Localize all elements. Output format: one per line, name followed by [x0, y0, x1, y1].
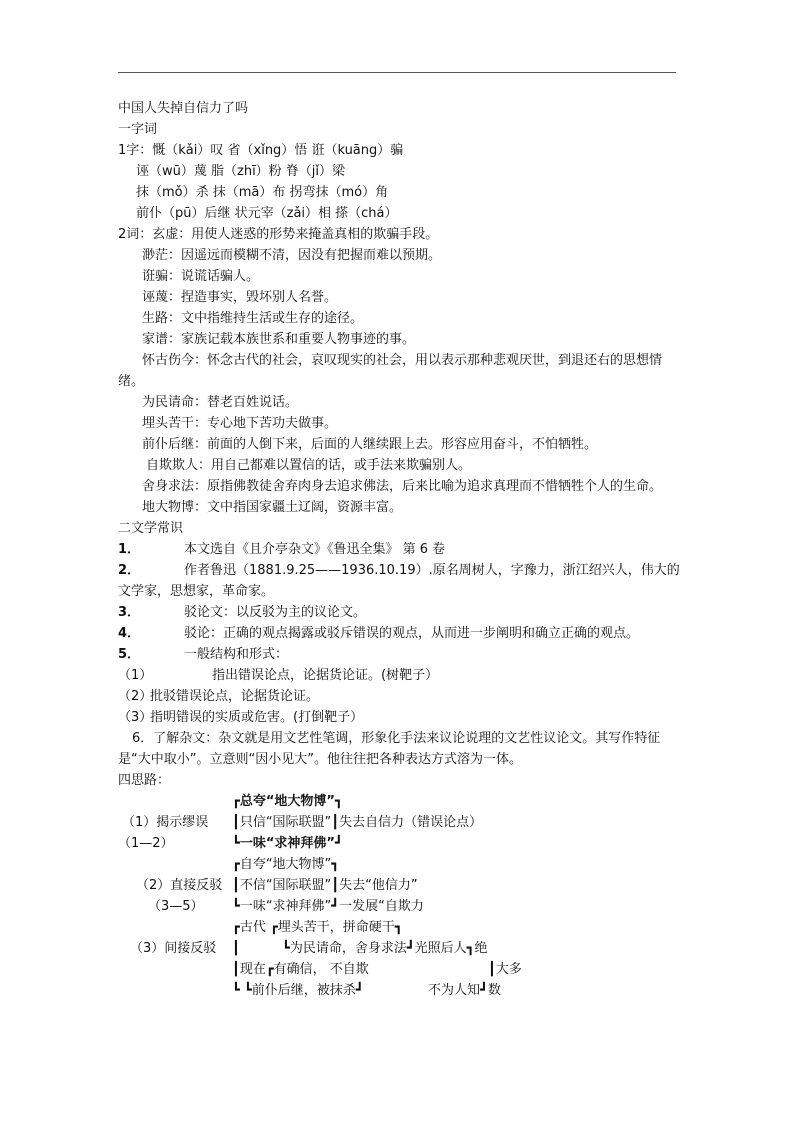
- structure-item: [118, 707, 684, 728]
- outline-3-label: （3）间接反驳: [130, 941, 217, 956]
- zi-line: 诬（wū）蔑 脂（zhī）粉 脊（jǐ）梁: [136, 164, 346, 179]
- ci-line: 前仆后继：前面的人倒下来，后面的人继续跟上去。形容应用奋斗，不怕牺牲。: [142, 437, 598, 452]
- lit-item-number: 5．: [118, 647, 141, 662]
- ci-line: 怀古伤今：怀念古代的社会，哀叹现实的社会，用以表示那种悲观厌世，到退还右的思想情绪。: [118, 353, 663, 389]
- outline-3-line-1: ┏古代 ┏埋头苦干，拼命硬干┓: [232, 920, 403, 935]
- outline-2-line-3: ┗一味“求神拜佛”┛一发展“自欺力: [232, 899, 424, 914]
- lit-item: [118, 644, 684, 665]
- section-heading-words: 一字词: [118, 122, 158, 137]
- outline-1-line-3: ┗一味“求神拜佛”┛: [232, 836, 343, 851]
- lit-item-number: 3．: [118, 605, 141, 620]
- lit-item-text: 作者鲁迅（1881.9.25——1936.10.19）.原名周树人，字豫力，浙江绍兴人，伟大的文学家，思想家，革命家。: [118, 563, 680, 599]
- ci-line: 地大物博：文中指国家疆土辽阔，资源丰富。: [142, 500, 403, 515]
- document-body: [118, 98, 684, 1001]
- ci-line: 诳骗：说谎话骗人。: [142, 269, 260, 284]
- header-rule: [118, 72, 676, 73]
- zi-line: 前仆（pū）后继 状元宰（zǎi）相 搽（chá）: [136, 206, 398, 221]
- structure-item-text: 批驳错误论点，论据货论证。: [150, 689, 320, 704]
- ci-line: 家谱：家族记载本族世系和重要人物事迹的事。: [142, 332, 416, 347]
- structure-item-text: 指出错误论点，论据货论证。(树靶子）: [212, 668, 439, 683]
- outline-2-range: （3—5）: [148, 899, 204, 914]
- zi-line: 1字：慨（kǎi）叹 省（xǐng）悟 诳（kuāng）骗: [118, 143, 404, 158]
- outline-diagram: [118, 791, 684, 1001]
- lit-item: [118, 560, 684, 602]
- outline-3-line-4: ┗ ┗前仆后继，被抹杀┛: [232, 983, 364, 998]
- structure-item-number: （1）: [118, 668, 153, 683]
- outline-3-line-3-right: ┃大多: [488, 962, 522, 977]
- outline-3-line-4-right: 不为人知┛数: [428, 983, 501, 998]
- ci-line: 为民请命：替老百姓说话。: [142, 395, 299, 410]
- ci-line: 2词：玄虚：用使人迷惑的形势来掩盖真相的欺骗手段。: [118, 227, 439, 242]
- outline-1-line-1: ┏总夸“地大物博”┓: [232, 794, 343, 809]
- lit-item-text: 驳论文：以反驳为主的议论文。: [184, 605, 367, 620]
- ci-line: 舍身求法：原指佛教徒舍弃肉身去追求佛法，后来比喻为追求真理而不惜牺牲个人的生命。: [142, 479, 663, 494]
- outline-2-line-2: ┃不信“国际联盟”┃失去“他信力”: [232, 878, 418, 893]
- zi-line: 抹（mǒ）杀 抹（mā）布 拐弯抹（mó）角: [136, 185, 389, 200]
- lit-item-text: 本文选自《且介亭杂文》《鲁迅全集》 第 6 卷: [184, 542, 446, 557]
- lit-item: [118, 623, 684, 644]
- outline-2-line-1: ┏自夸“地大物博”┓: [232, 857, 340, 872]
- outline-3-line-2-bar: ┃: [232, 941, 240, 956]
- outline-3-line-2: ┗为民请命，舍身求法┛光照后人┓绝: [282, 941, 488, 956]
- structure-item: [118, 686, 684, 707]
- lit-item-6: 6．了解杂文：杂文就是用文艺性笔调，形象化手法来议论说理的文艺性议论文。其写作特征是“大中取小”。立意则“因小见大”。他往往把各种表达方式溶为一体。: [118, 731, 661, 767]
- structure-item-number: （2）: [118, 689, 153, 704]
- section-heading-literature: 二文学常识: [118, 521, 184, 536]
- outline-1-label: （1）揭示缪误: [122, 815, 209, 830]
- lit-item-number: 1．: [118, 542, 141, 557]
- outline-3-line-3: ┃现在┏有确信， 不自欺: [232, 962, 369, 977]
- ci-line: 埋头苦干：专心地下苦功夫做事。: [142, 416, 338, 431]
- lit-item-number: 4．: [118, 626, 141, 641]
- structure-item-number: （3）: [118, 710, 153, 725]
- ci-line: 渺茫：因遥远而模糊不清，因没有把握而难以预期。: [142, 248, 442, 263]
- lit-item-number: 2．: [118, 563, 141, 578]
- ci-line: 诬蔑：捏造事实，毁坏别人名誉。: [142, 290, 338, 305]
- lit-item-text: 驳论：正确的观点揭露或驳斥错误的观点，从而进一步阐明和确立正确的观点。: [184, 626, 640, 641]
- section-heading-outline: 四思路：: [118, 773, 171, 788]
- outline-1-range: （1—2）: [118, 836, 174, 851]
- doc-title: 中国人失掉自信力了吗: [118, 101, 249, 116]
- lit-item-text: 一般结构和形式：: [184, 647, 289, 662]
- ci-line: 生路：文中指维持生活或生存的途径。: [142, 311, 364, 326]
- lit-item: [118, 539, 684, 560]
- lit-item: [118, 602, 684, 623]
- structure-item-text: 指明错误的实质或危害。(打倒靶子）: [150, 710, 364, 725]
- structure-item: [118, 665, 684, 686]
- ci-line: 自欺欺人：用自己都难以置信的话，或手法来欺骗别人。: [146, 458, 472, 473]
- outline-1-line-2: ┃只信“国际联盟”┃失去自信力（错误论点）: [232, 815, 483, 830]
- outline-2-label: （2）直接反驳: [136, 878, 223, 893]
